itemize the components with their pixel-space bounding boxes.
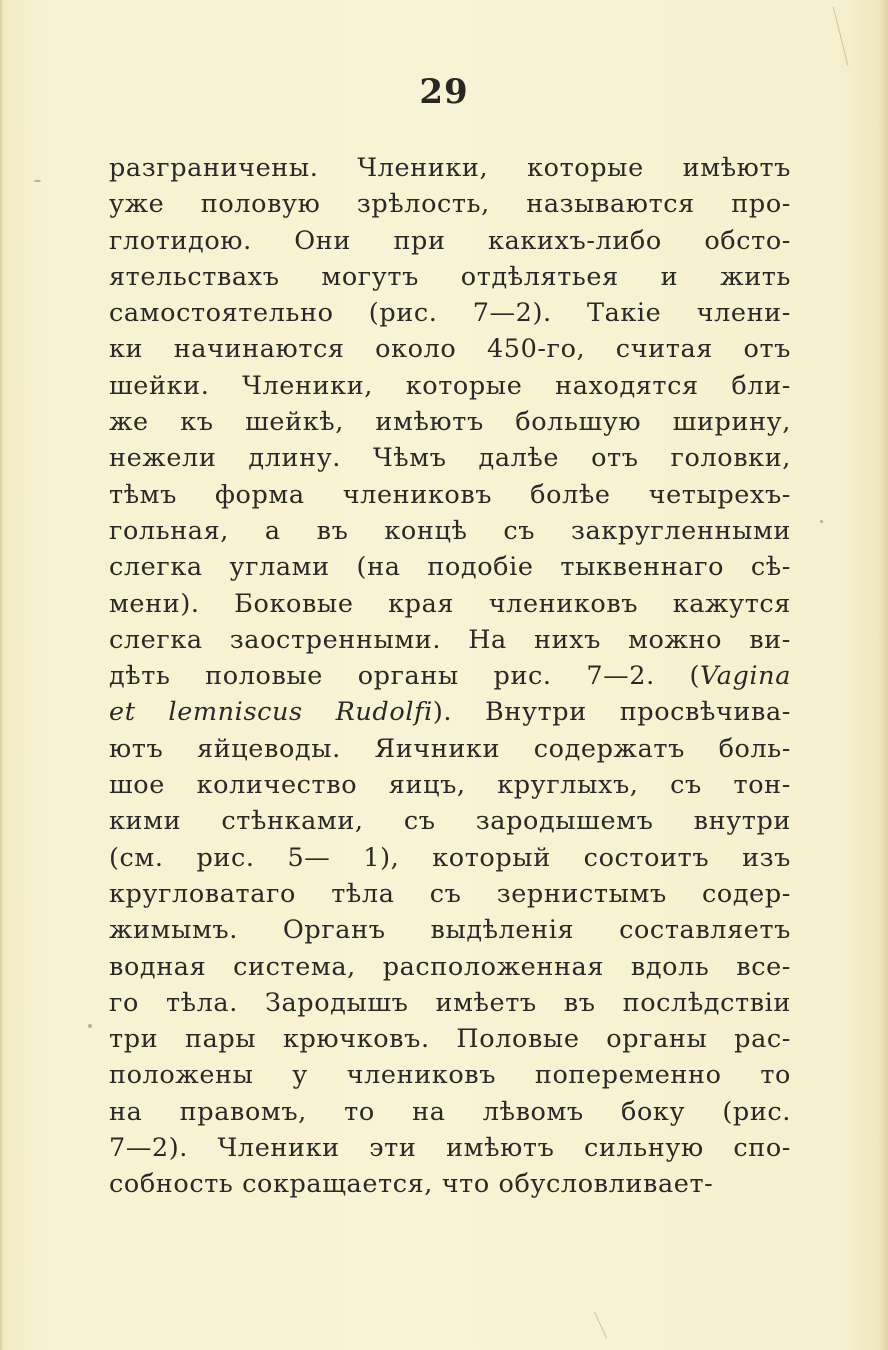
text-line-6: ки начинаются около 450-го, считая отъ: [109, 334, 791, 365]
text-line-21: кругловатаго тѣла съ зернистымъ содер-: [109, 878, 791, 909]
text-line-10: тѣмъ форма члениковъ болѣе четырехъ-: [109, 479, 791, 510]
paper-speck: [88, 1024, 92, 1028]
text-line-25: три пары крючковъ. Половые органы рас-: [109, 1024, 791, 1055]
text-line-16: [109, 694, 791, 730]
paper-scratch: [594, 1311, 608, 1339]
page-edge-right: [878, 0, 888, 1350]
text-line-14: слегка заостренными. На нихъ можно ви-: [109, 624, 791, 655]
text-line-24: го тѣла. Зародышъ имѣетъ въ послѣдствіи: [109, 987, 791, 1018]
text-line-17: ютъ яйцеводы. Яичники содержатъ боль-: [109, 733, 791, 764]
text-line-15-roman: дѣть половые органы рис. 7—2. (: [109, 661, 701, 692]
text-line-15-italic: Vagina: [700, 661, 791, 692]
text-line-4: ятельствахъ могутъ отдѣлятьея и жить: [109, 261, 791, 292]
paper-speck: [34, 180, 41, 182]
page-number: 29: [419, 72, 469, 112]
text-line-22: жимымъ. Органъ выдѣленія составляетъ: [109, 915, 791, 946]
text-line-1: разграничены. Членики, которые имѣютъ: [109, 153, 791, 183]
text-line-13: мени). Боковые края члениковъ кажутся: [109, 588, 791, 619]
text-line-12: слегка углами (на подобіе тыквеннаго сѣ-: [109, 552, 791, 583]
text-line-2: уже половую зрѣлость, называются про-: [109, 189, 791, 220]
page-edge-left: [0, 0, 4, 1350]
text-line-5: самостоятельно (рис. 7—2). Такіе члени-: [109, 298, 791, 329]
text-line-3: глотидою. Они при какихъ-либо обсто-: [109, 225, 791, 256]
text-line-27: на правомъ, то на лѣвомъ боку (рис.: [109, 1096, 791, 1127]
text-line-26: положены у члениковъ попеременно то: [109, 1060, 791, 1091]
text-line-18: шое количество яицъ, круглыхъ, съ тон-: [109, 770, 791, 801]
paper-scratch: [833, 7, 848, 65]
text-line-7: шейки. Членики, которые находятся бли-: [109, 370, 791, 401]
text-line-28: 7—2). Членики эти имѣютъ сильную спо-: [109, 1133, 791, 1164]
text-line-29: собность сокращается, что обусловливает-: [109, 1169, 714, 1200]
paper-speck: [820, 520, 823, 523]
text-line-8: же къ шейкѣ, имѣютъ большую ширину,: [109, 407, 791, 438]
text-line-23: водная система, расположенная вдоль все-: [109, 951, 791, 982]
text-line-16-roman: ). Внутри просвѣчива-: [432, 697, 791, 728]
text-line-15: [109, 658, 791, 694]
text-line-11: гольная, а въ концѣ съ закругленными: [109, 515, 791, 546]
text-line-9: нежели длину. Чѣмъ далѣе отъ головки,: [109, 443, 791, 474]
text-line-19: кими стѣнками, съ зародышемъ внутри: [109, 806, 791, 837]
body-text: [109, 150, 791, 1203]
text-line-20: (см. рис. 5— 1), который состоитъ изъ: [109, 842, 791, 873]
text-line-16-italic: et lemniscus Rudolfi: [109, 697, 433, 728]
